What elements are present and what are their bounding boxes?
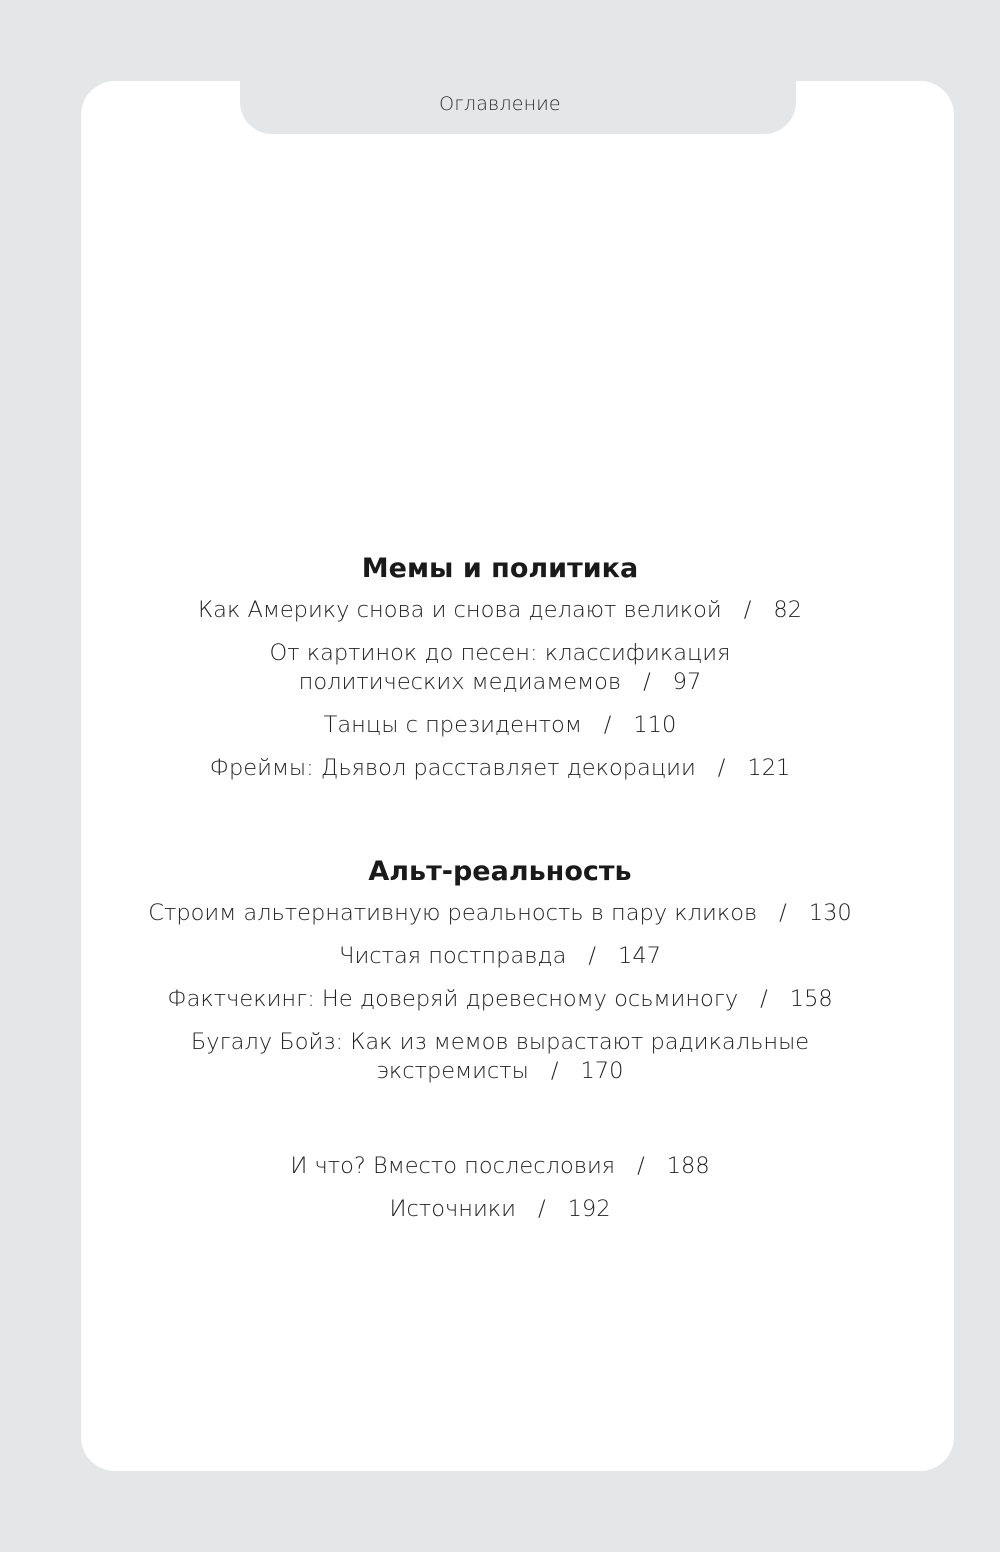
toc-page-number: 170 <box>580 1058 624 1084</box>
toc-page-number: 110 <box>633 712 677 738</box>
toc-separator: / <box>760 986 768 1012</box>
toc-list <box>0 596 1000 783</box>
toc-page-number: 147 <box>618 943 661 969</box>
toc-entry[interactable] <box>0 1028 1000 1086</box>
toc-page-number: 188 <box>666 1153 710 1179</box>
toc-separator: / <box>743 597 752 623</box>
toc-entry[interactable] <box>0 985 1000 1014</box>
toc-page-number: 158 <box>789 986 833 1012</box>
page-header-label: Оглавление <box>439 93 561 115</box>
toc-separator: / <box>637 1153 645 1179</box>
toc-separator: / <box>643 669 651 695</box>
toc-entry[interactable] <box>0 754 1000 783</box>
toc-list <box>0 1152 1000 1224</box>
toc-entry-title-line-2: экстремисты <box>376 1058 529 1084</box>
toc-entry-title-line-1: От картинок до песен: классификация <box>269 640 731 666</box>
toc-entry[interactable] <box>0 596 1000 625</box>
toc-entry[interactable] <box>0 899 1000 928</box>
toc-page-number: 82 <box>773 597 802 623</box>
toc-entry[interactable] <box>0 711 1000 740</box>
toc-entry-title: И что? Вместо послесловия <box>290 1153 616 1179</box>
toc-entry-title-line-1: Бугалу Бойз: Как из мемов вырастают радикальные <box>190 1029 810 1055</box>
toc-entry-title-line-2: политических медиамемов <box>298 669 622 695</box>
toc-separator: / <box>717 755 726 781</box>
toc-list <box>0 899 1000 1086</box>
toc-entry-title: Танцы с президентом <box>323 712 582 738</box>
section-title: Альт-реальность <box>368 856 632 887</box>
toc-section-memes-politics <box>0 552 1000 797</box>
toc-entry[interactable] <box>0 942 1000 971</box>
toc-separator: / <box>588 943 597 969</box>
section-title: Мемы и политика <box>361 553 639 584</box>
toc-entry[interactable] <box>0 639 1000 697</box>
toc-separator: / <box>550 1058 559 1084</box>
toc-entry-title: Фреймы: Дьявол расставляет декорации <box>209 755 696 781</box>
toc-entry-title: Фактчекинг: Не доверяй древесному осьминогу <box>167 986 739 1012</box>
toc-separator: / <box>537 1196 546 1222</box>
toc-entry[interactable] <box>0 1195 1000 1224</box>
toc-section-closing <box>0 1152 1000 1238</box>
toc-entry-title: Строим альтернативную реальность в пару кликов <box>148 900 758 926</box>
toc-separator: / <box>603 712 612 738</box>
toc-separator: / <box>779 900 787 926</box>
toc-entry-title: Чистая постправда <box>339 943 567 969</box>
toc-page-number: 130 <box>808 900 852 926</box>
toc-page-number: 97 <box>672 669 702 695</box>
toc-page-number: 121 <box>747 755 791 781</box>
toc-page-number: 192 <box>567 1196 611 1222</box>
toc-entry-title: Источники <box>389 1196 516 1222</box>
toc-section-alt-reality <box>0 855 1000 1100</box>
toc-entry[interactable] <box>0 1152 1000 1181</box>
toc-entry-title: Как Америку снова и снова делают великой <box>198 597 722 623</box>
